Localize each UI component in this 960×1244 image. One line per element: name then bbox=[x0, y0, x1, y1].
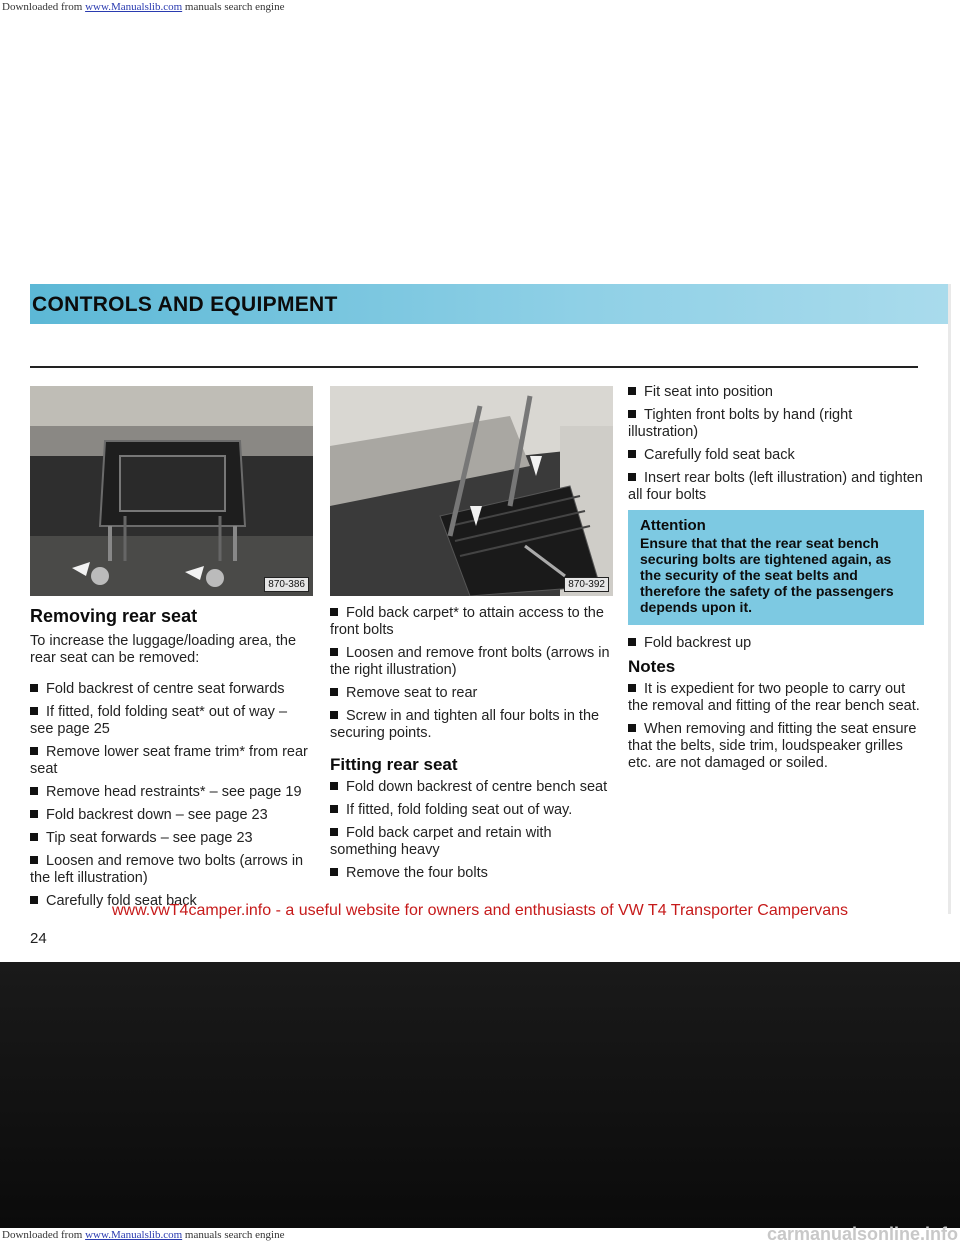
photo-front-bolts bbox=[330, 386, 613, 596]
heading-removing-rear-seat: Removing rear seat bbox=[30, 606, 198, 626]
list-item: Screw in and tighten all four bolts in the securing points. bbox=[330, 708, 600, 741]
column-right bbox=[628, 384, 924, 778]
list-item: Fit seat into position bbox=[628, 384, 924, 401]
photo-code-left: 870-386 bbox=[264, 577, 309, 592]
list-item: Loosen and remove two bolts (arrows in the left illustration) bbox=[30, 853, 304, 886]
list-item: Fold backrest of centre seat forwards bbox=[30, 681, 313, 698]
list-item: Fold back carpet* to attain access to the front bolts bbox=[330, 605, 604, 638]
list-item: If fitted, fold folding seat* out of way – see page 25 bbox=[30, 704, 288, 737]
column-left bbox=[30, 608, 313, 916]
heading-fitting-rear-seat: Fitting rear seat bbox=[330, 755, 458, 774]
list-item: When removing and fitting the seat ensure that the belts, side trim, loudspeaker grilles etc. are not damaged or soiled. bbox=[628, 721, 917, 771]
list-item: Insert rear bolts (left illustration) and tighten all four bolts bbox=[628, 470, 923, 503]
intro-text: To increase the luggage/loading area, the rear seat can be removed: bbox=[30, 633, 297, 666]
list-item: Remove seat to rear bbox=[330, 685, 615, 702]
watermark: carmanualsonline.info bbox=[766, 1224, 958, 1244]
photo-code-middle: 870-392 bbox=[564, 577, 609, 592]
photo-rear-seat-bolts bbox=[30, 386, 313, 596]
list-item: Fold back carpet and retain with something heavy bbox=[330, 825, 552, 858]
list-item: Tip seat forwards – see page 23 bbox=[30, 830, 313, 847]
section-title: CONTROLS AND EQUIPMENT bbox=[32, 293, 338, 316]
column-middle bbox=[330, 605, 615, 888]
attention-title: Attention bbox=[640, 517, 706, 534]
bottom-download-banner bbox=[0, 1224, 960, 1244]
banner-prefix: Downloaded from bbox=[2, 1229, 83, 1241]
list-item: Carefully fold seat back bbox=[628, 447, 924, 464]
list-item: Remove lower seat frame trim* from rear seat bbox=[30, 744, 308, 777]
top-download-banner bbox=[0, 0, 960, 14]
page-number: 24 bbox=[30, 930, 47, 947]
list-item: Tighten front bolts by hand (right illustration) bbox=[628, 407, 853, 440]
list-item: Carefully fold seat back bbox=[30, 893, 313, 910]
list-item: Fold down backrest of centre bench seat bbox=[330, 779, 615, 796]
list-item: Loosen and remove front bolts (arrows in the right illustration) bbox=[330, 645, 610, 678]
attention-box bbox=[628, 510, 924, 625]
heading-notes: Notes bbox=[628, 657, 676, 676]
list-item: Remove head restraints* – see page 19 bbox=[30, 784, 313, 801]
horizontal-rule bbox=[30, 366, 918, 368]
list-item: Remove the four bolts bbox=[330, 865, 615, 882]
vwt4camper-link[interactable]: www.vwT4camper.info - a useful website for owners and enthusiasts of VW T4 Transporter Campervans bbox=[111, 902, 849, 919]
list-item: Fold backrest down – see page 23 bbox=[30, 807, 313, 824]
list-item: Fold backrest up bbox=[628, 635, 924, 652]
section-title-bar bbox=[30, 284, 948, 324]
manualslib-link[interactable]: www.Manualslib.com bbox=[85, 1, 183, 13]
manualslib-link[interactable]: www.Manualslib.com bbox=[85, 1229, 183, 1241]
page-edge bbox=[948, 284, 951, 914]
banner-suffix: manuals search engine bbox=[184, 1, 285, 13]
list-item: It is expedient for two people to carry out the removal and fitting of the rear bench seat. bbox=[628, 681, 920, 714]
list-item: If fitted, fold folding seat out of way. bbox=[330, 802, 615, 819]
banner-prefix: Downloaded from bbox=[2, 1, 83, 13]
banner-suffix: manuals search engine bbox=[184, 1229, 285, 1241]
attention-text: Ensure that that the rear seat bench securing bolts are tightened again, as the security of the seat belts and therefore the safety of the passengers depends upon it. bbox=[640, 535, 894, 615]
scan-dark-band bbox=[0, 962, 960, 1242]
